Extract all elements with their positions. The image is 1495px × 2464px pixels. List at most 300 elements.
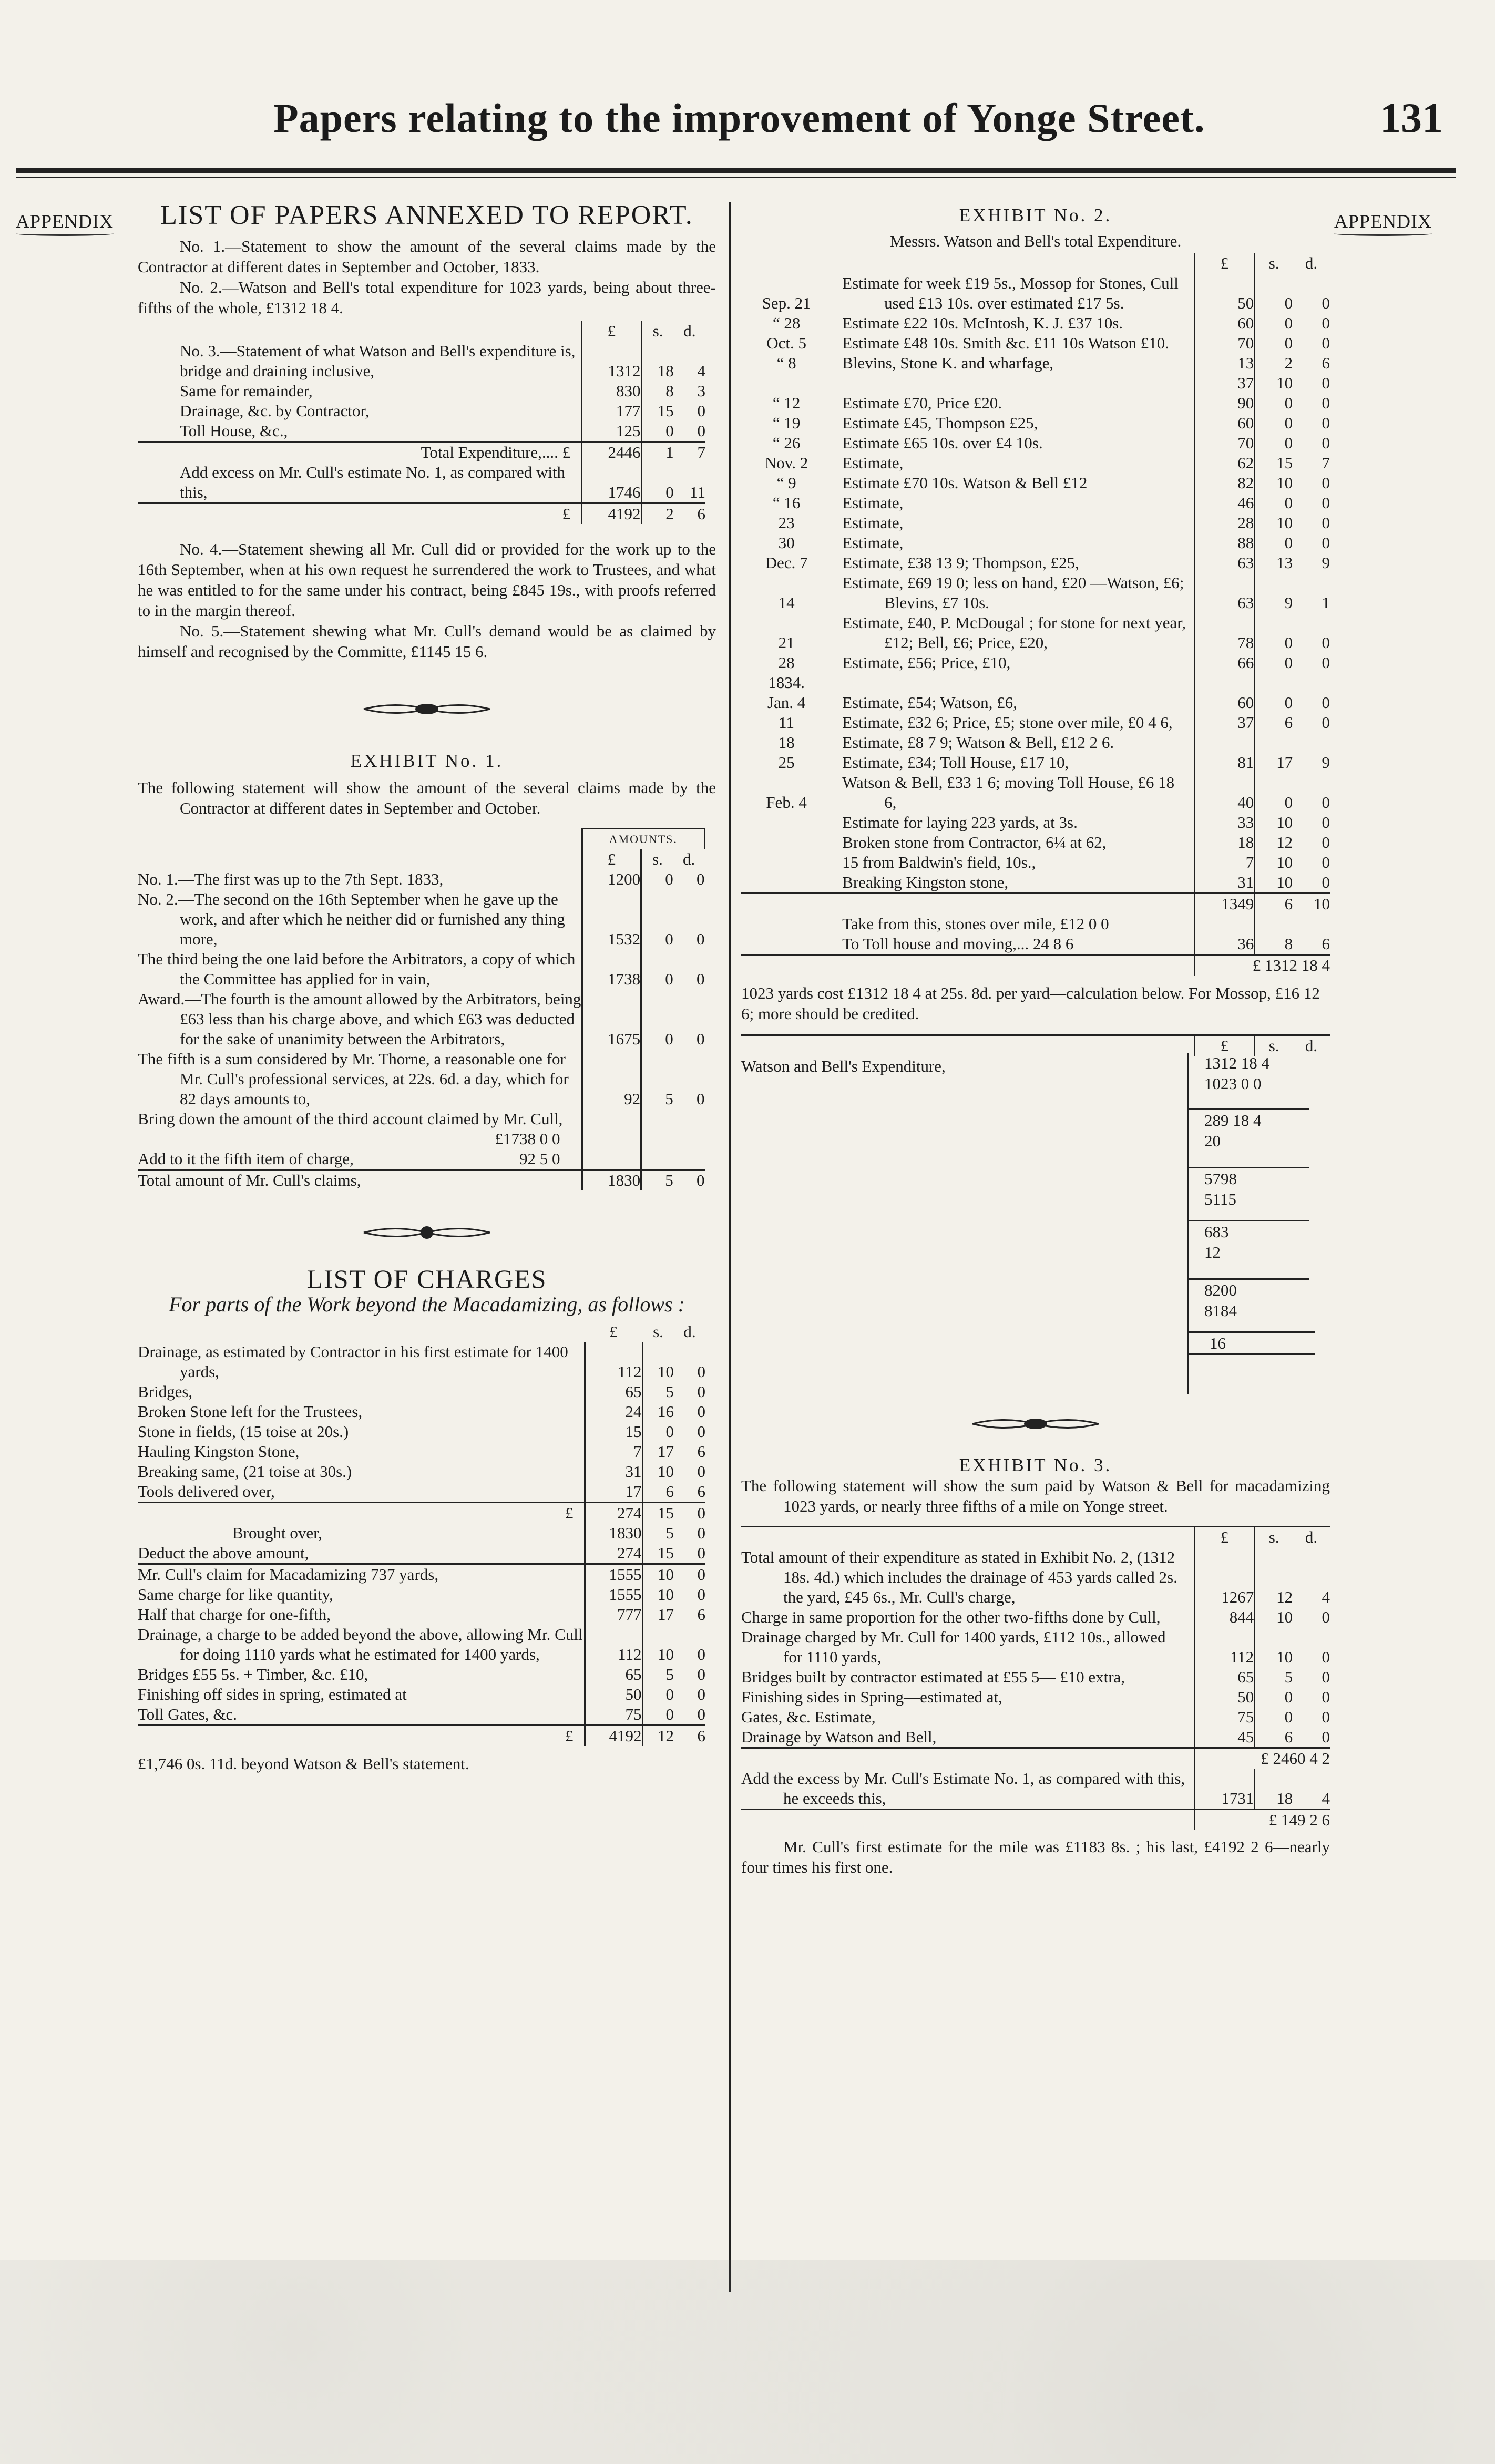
summary-row xyxy=(741,894,1330,915)
row-pounds: 1830 xyxy=(585,1523,642,1543)
row-pence: 9 xyxy=(1322,753,1330,772)
row-date: 23 xyxy=(778,514,795,532)
row-desc: Estimate, xyxy=(842,454,904,472)
row-label: Tools delivered over, xyxy=(138,1482,275,1501)
total-label: Total amount of Mr. Cull's claims, xyxy=(138,1170,582,1191)
total-pence: 0 xyxy=(673,1170,705,1191)
exhibit-1-title: EXHIBIT No. 1. xyxy=(350,751,504,771)
row-shillings: 9 xyxy=(1284,593,1293,612)
row-shillings: 10 xyxy=(1276,514,1293,532)
table-row xyxy=(741,1627,1330,1667)
row-desc: Watson & Bell, £33 1 6; moving Toll House, £6 18 6, xyxy=(842,773,1175,812)
table-row xyxy=(138,889,705,949)
row-pence: 0 xyxy=(1322,334,1330,352)
ornament-divider xyxy=(741,1413,1330,1439)
row-pounds: 18 xyxy=(1194,833,1254,853)
row-desc: Estimate, £8 7 9; Watson & Bell, £12 2 6. xyxy=(842,733,1114,752)
row-label: The third being the one laid before the Arbitrators, a copy of which the Committee has applied for in vain, xyxy=(138,950,576,988)
row-date: “ 12 xyxy=(772,394,801,412)
row-pence: 0 xyxy=(1322,693,1330,712)
row-date: Jan. 4 xyxy=(767,693,806,712)
row-pounds: 274 xyxy=(585,1543,642,1564)
total-row xyxy=(741,1810,1330,1831)
row-pence: 0 xyxy=(1322,314,1330,332)
row-pounds: 70 xyxy=(1194,333,1254,353)
row-shillings: 17 xyxy=(658,1442,674,1461)
exhibit-2-table xyxy=(741,253,1330,976)
exhibit-3-table xyxy=(741,1526,1330,1830)
subtotal-pounds: 1349 xyxy=(1194,894,1254,915)
row-date: 28 xyxy=(778,653,795,672)
row-label: Toll Gates, &c. xyxy=(138,1705,237,1723)
row-pounds: 66 xyxy=(1194,653,1254,673)
row-shillings: 0 xyxy=(1284,414,1293,432)
total-label: Total Expenditure,.... £ xyxy=(138,442,582,463)
grand-total-row xyxy=(138,504,705,525)
table-row xyxy=(138,1543,705,1564)
row-date: “ 9 xyxy=(776,474,796,492)
total-amount: £ 149 2 6 xyxy=(1194,1810,1330,1831)
row-date: “ 8 xyxy=(776,354,796,372)
row-shillings: 0 xyxy=(1284,653,1293,672)
table-row xyxy=(741,733,1330,753)
total-label: £ xyxy=(138,1726,585,1747)
row-date: 21 xyxy=(778,633,795,652)
subtotal-pounds: 274 xyxy=(585,1503,642,1524)
row-date: “ 26 xyxy=(772,434,801,452)
col-pounds: £ xyxy=(1194,1035,1254,1056)
row-label: Bridges built by contractor estimated at £55 5— £10 extra, xyxy=(741,1668,1125,1686)
row-label: Mr. Cull's claim for Macadamizing 737 yards, xyxy=(138,1564,585,1585)
row-label: Bridges, xyxy=(138,1382,193,1401)
bring-down-label: Bring down the amount of the third account claimed by Mr. Cull, xyxy=(138,1110,563,1128)
exhibit-2-note: 1023 yards cost £1312 18 4 at 25s. 8d. per yard—calculation below. For Mossop, £16 12 6; more should be credited. xyxy=(741,984,1320,1023)
add-fifth-label: Add to it the fifth item of charge, xyxy=(138,1149,354,1168)
row-shillings: 0 xyxy=(1284,793,1293,812)
header-rule xyxy=(16,168,1456,173)
table-row xyxy=(741,1687,1330,1707)
grand-label: £ xyxy=(138,504,582,525)
row-label: Breaking same, (21 toise at 30s.) xyxy=(138,1462,352,1481)
row-pounds: 112 xyxy=(1194,1627,1254,1667)
row-date xyxy=(741,853,832,872)
exhibit-3-footnote: Mr. Cull's first estimate for the mile was £1183 8s. ; his last, £4192 2 6—nearly four times his first one. xyxy=(741,1837,1330,1876)
calc-label: Watson and Bell's Expenditure, xyxy=(741,1057,946,1075)
excess-pounds: 1746 xyxy=(582,463,641,504)
row-label: Drainage, &c. by Contractor, xyxy=(180,402,370,420)
calc-line: 5798 xyxy=(1189,1167,1309,1189)
row-shillings: 10 xyxy=(1276,873,1293,891)
table-row xyxy=(741,273,1330,313)
row-pounds: 45 xyxy=(1194,1727,1254,1748)
row-label: No. 2.—The second on the 16th September when he gave up the work, and after which he neither did or furnished any thing more, xyxy=(138,890,565,948)
row-shillings: 10 xyxy=(1276,1608,1293,1626)
row-pence: 0 xyxy=(697,1665,705,1683)
row-pence: 0 xyxy=(1322,474,1330,492)
row-pounds: 112 xyxy=(585,1625,642,1665)
row-pounds: 1675 xyxy=(582,989,641,1049)
table-row xyxy=(741,673,1330,693)
row-shillings: 0 xyxy=(1284,434,1293,452)
row-pence: 0 xyxy=(1322,394,1330,412)
summary-row xyxy=(741,914,1330,934)
row-pounds: 33 xyxy=(1194,813,1254,833)
table-row xyxy=(138,1462,705,1482)
calc-line: 8184 xyxy=(1204,1301,1237,1320)
row-pence: 6 xyxy=(697,1605,705,1624)
col-pounds: £ xyxy=(582,849,641,869)
row-pence: 0 xyxy=(1322,1648,1330,1666)
row-label: Award.—The fourth is the amount allowed by the Arbitrators, being £63 less than his charge above, and which £63 was deducted for the sake of unanimity between the Arbitrators, xyxy=(138,990,581,1048)
row-desc: 15 from Baldwin's field, 10s., xyxy=(842,853,1036,871)
row-shillings: 10 xyxy=(658,1362,674,1381)
exhibit-1-table xyxy=(138,828,705,1190)
excess-row xyxy=(138,463,705,504)
row-pounds: 13 xyxy=(1194,353,1254,373)
col-shillings: s. xyxy=(652,850,663,868)
table-row xyxy=(741,1727,1330,1748)
row-pounds: 125 xyxy=(582,421,641,442)
paper-1: No. 1.—Statement to show the amount of the several claims made by the Contractor at different dates in September and October, 1833. xyxy=(138,237,716,276)
total-row xyxy=(138,1170,705,1191)
row-desc: Estimate, £38 13 9; Thompson, £25, xyxy=(842,553,1079,572)
row-shillings: 5 xyxy=(665,1382,674,1401)
row-label: Drainage by Watson and Bell, xyxy=(741,1728,937,1746)
row-shillings: 6 xyxy=(665,1482,674,1501)
row-pence: 0 xyxy=(1322,494,1330,512)
row-shillings: 0 xyxy=(1284,294,1293,312)
total-amount: £ 1312 18 4 xyxy=(1194,955,1330,976)
row-date: “ 28 xyxy=(772,314,801,332)
row-pence: 7 xyxy=(1322,454,1330,472)
row-pounds: 24 xyxy=(585,1402,642,1422)
page-number: 131 xyxy=(1380,95,1443,141)
table-row xyxy=(741,373,1330,393)
excess-label: Add the excess by Mr. Cull's Estimate No. 1, as compared with this, he exceeds this, xyxy=(741,1769,1185,1808)
row-desc: Estimate, £34; Toll House, £17 10, xyxy=(842,753,1069,772)
deduct-pence: 6 xyxy=(1322,935,1330,953)
row-pence: 0 xyxy=(1322,1608,1330,1626)
row-pounds: 90 xyxy=(1194,393,1254,413)
row-pounds: 1267 xyxy=(1194,1547,1254,1607)
row-pence: 0 xyxy=(697,1362,705,1381)
row-pence: 0 xyxy=(697,1645,705,1664)
row-shillings: 13 xyxy=(1276,553,1293,572)
row-pounds: 65 xyxy=(585,1665,642,1685)
row-shillings: 18 xyxy=(657,362,674,380)
row-pounds: 50 xyxy=(1194,1687,1254,1707)
row-shillings: 0 xyxy=(1284,533,1293,552)
tollhouse-line: To Toll house and moving,... 24 8 6 xyxy=(842,935,1074,953)
table-row xyxy=(741,1707,1330,1727)
table-row xyxy=(741,333,1330,353)
row-pounds: 1738 xyxy=(582,949,641,989)
row-desc: Blevins, Stone K. and wharfage, xyxy=(842,354,1054,372)
paper-5: No. 5.—Statement shewing what Mr. Cull's demand would be as claimed by himself and recognised by the Committe, £1145 15 6. xyxy=(138,622,716,661)
col-pounds: £ xyxy=(609,1322,618,1341)
col-pence: d. xyxy=(1305,254,1318,272)
table-row xyxy=(138,381,705,401)
table-row xyxy=(138,1523,705,1543)
row-pence: 0 xyxy=(674,1564,705,1585)
row-pence: 6 xyxy=(1322,354,1330,372)
table-row xyxy=(741,1607,1330,1627)
table-row xyxy=(138,1422,705,1442)
grand-shillings: 2 xyxy=(641,504,674,525)
row-pence: 0 xyxy=(1322,533,1330,552)
row-pence: 0 xyxy=(1322,414,1330,432)
row-date: 18 xyxy=(778,733,795,752)
row-shillings: 6 xyxy=(1284,1728,1293,1746)
table-row xyxy=(741,773,1330,813)
row-pence: 0 xyxy=(697,1544,705,1562)
table-row xyxy=(138,1382,705,1402)
row-pounds: 60 xyxy=(1194,693,1254,713)
row-shillings: 15 xyxy=(657,402,674,420)
row-shillings: 10 xyxy=(658,1645,674,1664)
paper-2: No. 2.—Watson and Bell's total expenditure for 1023 yards, being about three-fifths of the whole, £1312 18 4. xyxy=(138,278,716,317)
row-pounds: 63 xyxy=(1194,573,1254,613)
row-pence: 0 xyxy=(1322,434,1330,452)
row-pence: 0 xyxy=(697,870,705,888)
row-pence: 0 xyxy=(697,402,705,420)
row-desc: Broken stone from Contractor, 6¼ at 62, xyxy=(842,833,1107,851)
row-pence: 4 xyxy=(697,362,705,380)
col-shillings: s. xyxy=(1268,254,1279,272)
row-shillings: 6 xyxy=(1284,713,1293,732)
subtotal-row xyxy=(138,1503,705,1524)
subtotal-amount: £ 2460 4 2 xyxy=(1194,1748,1330,1769)
calc-line: 12 xyxy=(1204,1243,1221,1261)
row-pounds: 1532 xyxy=(582,889,641,949)
ornament-divider xyxy=(138,1222,716,1248)
row-shillings: 0 xyxy=(1284,394,1293,412)
row-pence: 3 xyxy=(697,382,705,400)
add-fifth-amount: 92 5 0 xyxy=(519,1149,560,1168)
row-shillings: 8 xyxy=(665,382,674,400)
row-shillings: 0 xyxy=(1284,1688,1293,1706)
row-shillings: 10 xyxy=(642,1564,674,1585)
row-shillings: 0 xyxy=(665,1705,674,1723)
row-date: 30 xyxy=(778,533,795,552)
row-pounds: 15 xyxy=(585,1422,642,1442)
row-shillings: 0 xyxy=(665,1030,673,1048)
row-pence: 0 xyxy=(1322,1708,1330,1726)
row-pence xyxy=(1293,733,1330,753)
row-shillings: 5 xyxy=(665,1665,674,1683)
row-shillings: 0 xyxy=(1284,314,1293,332)
row-pounds: 88 xyxy=(1194,533,1254,553)
col-pounds: £ xyxy=(1194,253,1254,273)
row-date: 1834. xyxy=(768,673,805,692)
row-desc: Estimate, xyxy=(842,494,904,512)
row-date: Oct. 5 xyxy=(766,334,806,352)
table-row xyxy=(138,1585,705,1605)
row-pounds: 7 xyxy=(1194,853,1254,872)
row-desc: Estimate £65 10s. over £4 10s. xyxy=(842,434,1043,452)
row-pence: 0 xyxy=(1322,813,1330,831)
excess-pence: 11 xyxy=(690,483,705,501)
table-row xyxy=(741,433,1330,453)
summary-row xyxy=(741,955,1330,976)
row-pence: 0 xyxy=(697,1585,705,1604)
row-shillings: 5 xyxy=(665,1090,673,1108)
row-pounds: 50 xyxy=(1194,273,1254,313)
excess-shillings: 0 xyxy=(665,483,674,501)
margin-appendix-right: APPENDIX xyxy=(1334,210,1432,236)
row-pounds: 63 xyxy=(1194,553,1254,573)
row-shillings: 0 xyxy=(1284,494,1293,512)
amounts-heading: AMOUNTS. xyxy=(582,829,704,850)
grand-pence: 6 xyxy=(674,504,705,525)
row-pounds: 46 xyxy=(1194,493,1254,513)
subtotal-shillings: 6 xyxy=(1255,894,1293,915)
row-shillings xyxy=(1255,673,1293,693)
total-pounds: 4192 xyxy=(585,1726,642,1747)
row-pounds: 37 xyxy=(1194,373,1254,393)
table-row xyxy=(138,1342,705,1382)
row-pounds: 7 xyxy=(585,1442,642,1462)
col-shillings: s. xyxy=(652,322,663,340)
row-desc: Estimate, £56; Price, £10, xyxy=(842,653,1011,672)
table-row xyxy=(741,1667,1330,1687)
row-pounds: 62 xyxy=(1194,453,1254,473)
table-row xyxy=(138,1564,705,1585)
row-date: 11 xyxy=(779,713,794,732)
row-pence: 0 xyxy=(1322,853,1330,871)
table-row xyxy=(138,1605,705,1625)
row-pounds: 28 xyxy=(1194,513,1254,533)
row-desc: Estimate, £32 6; Price, £5; stone over mile, £0 4 6, xyxy=(842,713,1173,732)
left-column xyxy=(138,200,716,1774)
row-shillings: 0 xyxy=(665,930,673,948)
row-pence: 0 xyxy=(697,970,705,988)
col-shillings: s. xyxy=(653,1322,663,1341)
row-pence: 0 xyxy=(1322,633,1330,652)
calc-line: 683 xyxy=(1189,1220,1309,1242)
row-pounds: 60 xyxy=(1194,413,1254,433)
col-shillings: s. xyxy=(1268,1036,1279,1055)
row-pounds: 82 xyxy=(1194,473,1254,493)
exhibit-2-subtitle: Messrs. Watson and Bell's total Expenditure. xyxy=(889,232,1182,250)
row-pounds: 81 xyxy=(1194,753,1254,773)
row-label: Broken Stone left for the Trustees, xyxy=(138,1402,363,1421)
table-row xyxy=(741,353,1330,373)
row-label: Drainage, as estimated by Contractor in his first estimate for 1400 yards, xyxy=(138,1342,568,1381)
row-pence: 0 xyxy=(697,1462,705,1481)
row-shillings: 17 xyxy=(658,1605,674,1624)
calc-block xyxy=(741,1056,1330,1392)
row-desc: Estimate, xyxy=(842,514,904,532)
table-row xyxy=(138,1625,705,1665)
row-pence: 0 xyxy=(697,1402,705,1421)
calc-line: 16 xyxy=(1189,1331,1315,1355)
subtotal-pence: 0 xyxy=(674,1503,705,1524)
row-pounds xyxy=(1194,733,1254,753)
subtotal-row xyxy=(741,1748,1330,1769)
row-pence: 0 xyxy=(1322,294,1330,312)
table-row xyxy=(138,401,705,421)
row-pounds: 31 xyxy=(585,1462,642,1482)
table-row xyxy=(138,1049,705,1109)
row-date: Sep. 21 xyxy=(762,294,811,312)
row-pence: 0 xyxy=(697,1524,705,1542)
row-pence: 0 xyxy=(697,1422,705,1441)
table-row xyxy=(741,872,1330,894)
row-label: Same charge for like quantity, xyxy=(138,1585,333,1604)
calc-line: 1312 18 4 xyxy=(1204,1054,1269,1072)
table-row xyxy=(741,613,1330,653)
row-pounds: 844 xyxy=(1194,1607,1254,1627)
row-pence: 0 xyxy=(1322,1688,1330,1706)
row-date: “ 19 xyxy=(772,414,801,432)
row-pounds: 777 xyxy=(585,1605,642,1625)
row-pounds: 78 xyxy=(1194,613,1254,653)
column-divider xyxy=(729,202,731,2292)
row-shillings: 0 xyxy=(1284,693,1293,712)
charges-title: LIST OF CHARGES xyxy=(306,1264,547,1293)
col-pence: d. xyxy=(683,850,695,868)
row-pence: 0 xyxy=(1322,833,1330,851)
row-shillings: 12 xyxy=(1276,833,1293,851)
row-desc: Breaking Kingston stone, xyxy=(842,873,1009,891)
row-label: No. 1.—The first was up to the 7th Sept. 1833, xyxy=(138,870,444,888)
row-label: Toll House, &c., xyxy=(180,422,288,440)
row-shillings: 10 xyxy=(1276,1648,1293,1666)
paper-3-table xyxy=(138,321,705,524)
total-pence: 7 xyxy=(674,442,705,463)
table-row xyxy=(138,1685,705,1705)
row-date: “ 16 xyxy=(772,494,801,512)
row-shillings: 10 xyxy=(658,1585,674,1604)
page-header xyxy=(0,79,1495,158)
table-row xyxy=(741,513,1330,533)
row-pence: 0 xyxy=(697,422,705,440)
subtotal-shillings: 15 xyxy=(642,1503,674,1524)
row-pence: 6 xyxy=(697,1482,705,1501)
table-row xyxy=(138,1482,705,1503)
row-label: Charge in same proportion for the other two-fifths done by Cull, xyxy=(741,1608,1161,1626)
row-shillings: 0 xyxy=(1284,334,1293,352)
excess-shillings: 18 xyxy=(1276,1789,1293,1808)
col-shillings: s. xyxy=(1268,1528,1279,1546)
row-pence: 9 xyxy=(1322,553,1330,572)
row-pounds: 75 xyxy=(585,1705,642,1726)
total-row xyxy=(138,442,705,463)
row-label: Total amount of their expenditure as stated in Exhibit No. 2, (1312 18s. 4d.) which includes the drainage of 453 yards called 2s. the yard, £45 6s., Mr. Cull's charge, xyxy=(741,1548,1177,1606)
table-row xyxy=(741,453,1330,473)
row-shillings: 0 xyxy=(665,1685,674,1703)
row-label: Finishing off sides in spring, estimated at xyxy=(138,1685,407,1703)
takefrom-line: Take from this, stones over mile, £12 0 0 xyxy=(842,915,1109,933)
row-label: Same for remainder, xyxy=(180,382,313,400)
row-pence: 0 xyxy=(1322,514,1330,532)
row-desc: Estimate for laying 223 yards, at 3s. xyxy=(842,813,1078,831)
subtotal-label: £ xyxy=(138,1503,585,1524)
row-label: Gates, &c. Estimate, xyxy=(741,1708,876,1726)
row-pounds: 40 xyxy=(1194,773,1254,813)
calc-line: 1023 0 0 xyxy=(1204,1074,1262,1093)
row-pence: 0 xyxy=(1322,713,1330,732)
list-title: LIST OF PAPERS ANNEXED TO REPORT. xyxy=(160,200,693,230)
row-shillings: 10 xyxy=(1276,474,1293,492)
row-label: No. 3.—Statement of what Watson and Bell's expenditure is, bridge and draining inclusive, xyxy=(180,342,576,380)
total-pounds: 1830 xyxy=(582,1170,641,1191)
row-date: 14 xyxy=(778,593,795,612)
charges-table xyxy=(138,1322,705,1746)
row-pounds: 31 xyxy=(1194,872,1254,894)
col-pence: d. xyxy=(1305,1036,1318,1055)
